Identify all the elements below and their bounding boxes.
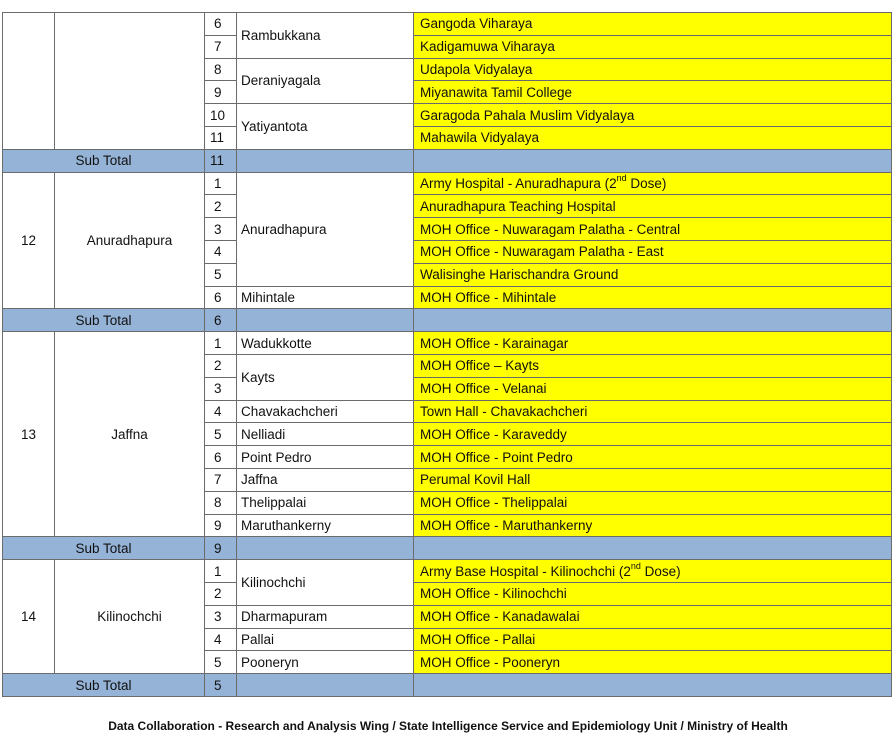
vaccination-centres-table [2, 12, 892, 697]
venue-cell: MOH Office - Pallai [414, 628, 892, 651]
sub-total-label: Sub Total [3, 537, 205, 560]
location-cell: Point Pedro [237, 446, 414, 469]
sub-total-row [3, 674, 892, 697]
district-name: Jaffna [55, 332, 205, 537]
location-cell: Thelippalai [237, 491, 414, 514]
venue-cell: Mahawila Vidyalaya [414, 126, 892, 149]
sub-total-empty [237, 674, 414, 697]
venue-cell: MOH Office - Karainagar [414, 332, 892, 355]
venue-cell: MOH Office - Thelippalai [414, 491, 892, 514]
sub-total-row [3, 309, 892, 332]
centre-number: 2 [205, 195, 237, 218]
venue-cell: MOH Office - Nuwaragam Palatha - East [414, 240, 892, 263]
centre-number: 7 [205, 468, 237, 491]
sub-total-label: Sub Total [3, 674, 205, 697]
table-row [3, 332, 892, 355]
footer-credit: Data Collaboration - Research and Analysis Wing / State Intelligence Service and Epidemiology Unit / Ministry of Health [108, 719, 788, 733]
district-name-cell [55, 13, 205, 150]
table-row [3, 560, 892, 583]
centre-number: 11 [205, 126, 237, 149]
location-cell: Pooneryn [237, 651, 414, 674]
venue-cell: Kadigamuwa Viharaya [414, 35, 892, 58]
location-cell: Wadukkotte [237, 332, 414, 355]
sub-total-empty [237, 309, 414, 332]
sub-total-empty [237, 149, 414, 172]
venue-cell: MOH Office - Kilinochchi [414, 582, 892, 605]
centre-number: 5 [205, 423, 237, 446]
centre-number: 8 [205, 58, 237, 81]
venue-cell: MOH Office - Kanadawalai [414, 605, 892, 628]
sub-total-label: Sub Total [3, 149, 205, 172]
venue-cell: Udapola Vidyalaya [414, 58, 892, 81]
centre-number: 1 [205, 560, 237, 583]
centre-number: 6 [205, 286, 237, 309]
venue-cell: MOH Office - Karaveddy [414, 423, 892, 446]
location-cell: Yatiyantota [237, 104, 414, 150]
location-cell: Mihintale [237, 286, 414, 309]
location-cell: Jaffna [237, 468, 414, 491]
location-cell: Nelliadi [237, 423, 414, 446]
centre-number: 6 [205, 13, 237, 36]
sub-total-value: 11 [205, 149, 237, 172]
sub-total-empty [414, 149, 892, 172]
centre-number: 5 [205, 651, 237, 674]
venue-cell: MOH Office - Pooneryn [414, 651, 892, 674]
sub-total-row [3, 537, 892, 560]
centre-number: 4 [205, 400, 237, 423]
location-cell: Pallai [237, 628, 414, 651]
location-cell: Dharmapuram [237, 605, 414, 628]
venue-cell: MOH Office - Mihintale [414, 286, 892, 309]
district-name: Anuradhapura [55, 172, 205, 309]
location-cell: Anuradhapura [237, 172, 414, 286]
district-number-cell [3, 13, 55, 150]
venue-cell: MOH Office - Velanai [414, 377, 892, 400]
centre-number: 1 [205, 172, 237, 195]
venue-text-end: Dose) [626, 175, 667, 191]
centre-number: 9 [205, 514, 237, 537]
ordinal-suffix: nd [616, 173, 627, 184]
centre-number: 5 [205, 263, 237, 286]
centre-number: 7 [205, 35, 237, 58]
sub-total-empty [414, 537, 892, 560]
venue-cell: MOH Office - Point Pedro [414, 446, 892, 469]
centre-number: 2 [205, 582, 237, 605]
centre-number: 10 [205, 104, 237, 127]
district-name: Kilinochchi [55, 560, 205, 674]
venue-text: Army Hospital - Anuradhapura (2 [420, 175, 617, 191]
venue-text: Army Base Hospital - Kilinochchi (2 [420, 563, 631, 579]
location-cell: Chavakachcheri [237, 400, 414, 423]
venue-cell: Perumal Kovil Hall [414, 468, 892, 491]
centre-number: 3 [205, 605, 237, 628]
centre-number: 3 [205, 218, 237, 241]
centre-number: 9 [205, 81, 237, 104]
venue-cell: MOH Office - Maruthankerny [414, 514, 892, 537]
venue-cell: MOH Office – Kayts [414, 354, 892, 377]
centre-number: 4 [205, 240, 237, 263]
venue-cell [414, 560, 892, 583]
sub-total-row [3, 149, 892, 172]
centre-number: 6 [205, 446, 237, 469]
district-number: 13 [3, 332, 55, 537]
venue-cell: MOH Office - Nuwaragam Palatha - Central [414, 218, 892, 241]
table-row [3, 172, 892, 195]
sub-total-value: 5 [205, 674, 237, 697]
vaccination-centres-table-wrapper [2, 12, 892, 697]
sub-total-empty [237, 537, 414, 560]
centre-number: 4 [205, 628, 237, 651]
sub-total-empty [414, 309, 892, 332]
centre-number: 1 [205, 332, 237, 355]
sub-total-value: 9 [205, 537, 237, 560]
venue-cell [414, 172, 892, 195]
location-cell: Maruthankerny [237, 514, 414, 537]
venue-text-end: Dose) [640, 563, 681, 579]
centre-number: 8 [205, 491, 237, 514]
ordinal-suffix: nd [630, 561, 641, 572]
venue-cell: Gangoda Viharaya [414, 13, 892, 36]
location-cell: Kilinochchi [237, 560, 414, 606]
table-row [3, 13, 892, 36]
venue-cell: Garagoda Pahala Muslim Vidyalaya [414, 104, 892, 127]
venue-cell: Anuradhapura Teaching Hospital [414, 195, 892, 218]
district-number: 14 [3, 560, 55, 674]
location-cell: Deraniyagala [237, 58, 414, 104]
venue-cell: Miyanawita Tamil College [414, 81, 892, 104]
centre-number: 2 [205, 354, 237, 377]
venue-cell: Walisinghe Harischandra Ground [414, 263, 892, 286]
sub-total-empty [414, 674, 892, 697]
venue-cell: Town Hall - Chavakachcheri [414, 400, 892, 423]
centre-number: 3 [205, 377, 237, 400]
sub-total-value: 6 [205, 309, 237, 332]
location-cell: Rambukkana [237, 13, 414, 59]
district-number: 12 [3, 172, 55, 309]
location-cell: Kayts [237, 354, 414, 400]
sub-total-label: Sub Total [3, 309, 205, 332]
